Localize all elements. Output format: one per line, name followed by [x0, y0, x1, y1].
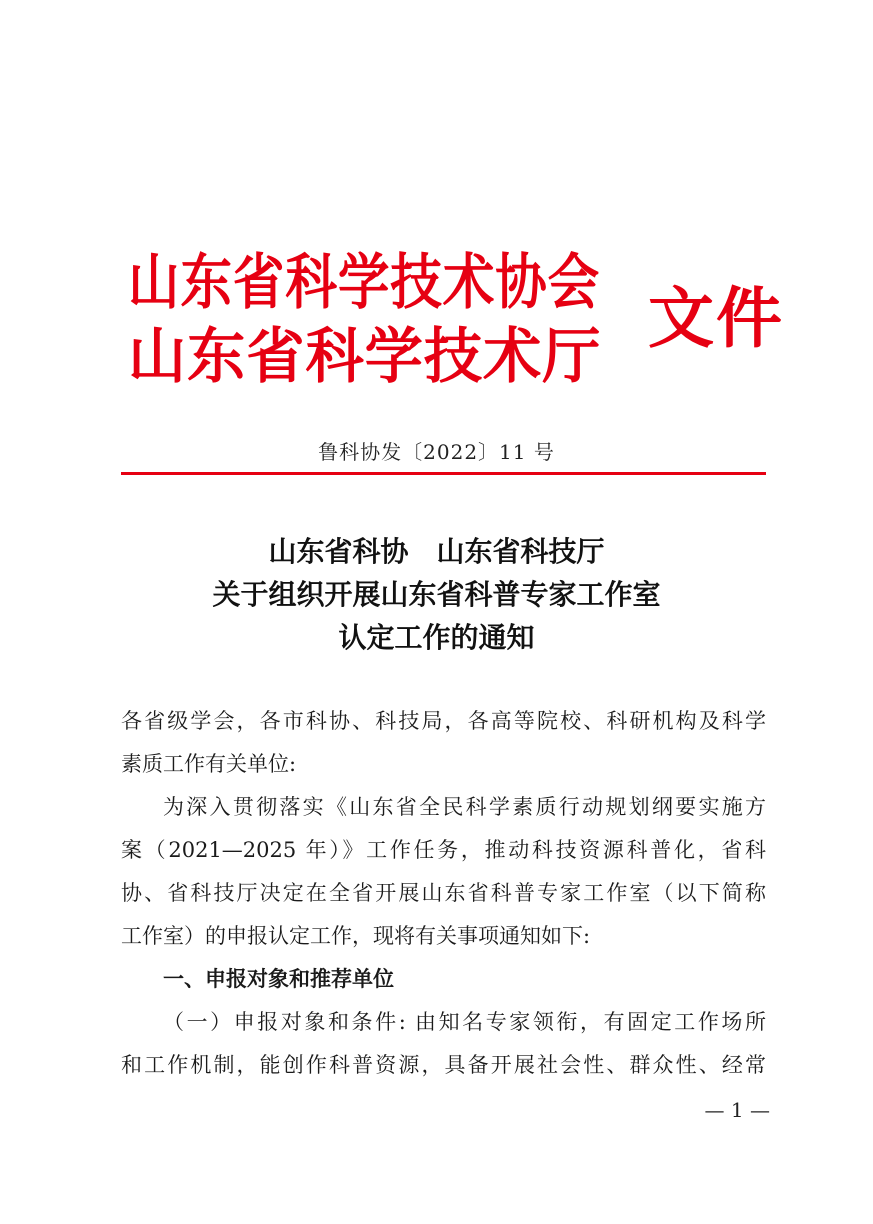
title-line-1: 山东省科协 山东省科技厅 [268, 535, 605, 568]
notice-title [0, 530, 873, 659]
title-line-3: 认定工作的通知 [338, 621, 535, 654]
red-separator-line [121, 472, 766, 475]
paragraph-2-line-1: （一）申报对象和条件: 由知名专家领衔，有固定工作场所 [163, 1010, 766, 1034]
document-number: 鲁科协发〔2022〕11 号 [318, 440, 555, 464]
document-label: 文件 [648, 279, 784, 357]
section-heading-1: 一、申报对象和推荐单位 [163, 967, 394, 991]
addressee-line-1: 各省级学会，各市科协、科技局，各高等院校、科研机构及科学 [121, 709, 766, 733]
paragraph-1-line-1: 为深入贯彻落实《山东省全民科学素质行动规划纲要实施方 [163, 795, 766, 819]
paragraph-1-line-3: 协、省科技厅决定在全省开展山东省科普专家工作室（以下简称 [121, 881, 766, 905]
page-number: — 1 — [704, 1098, 770, 1122]
addressee-line-2: 素质工作有关单位: [121, 752, 297, 776]
title-line-2: 关于组织开展山东省科普专家工作室 [212, 578, 661, 611]
paragraph-2-line-2: 和工作机制，能创作科普资源，具备开展社会性、群众性、经常 [121, 1053, 766, 1077]
document-header [128, 236, 784, 396]
paragraph-1-line-2: 案（2021—2025 年）》工作任务，推动科技资源科普化，省科 [121, 838, 766, 862]
paragraph-1-line-4: 工作室）的申报认定工作，现将有关事项通知如下: [121, 924, 591, 948]
issuing-org-2: 山东省科学技术厅 [128, 322, 602, 392]
notice-body [121, 700, 766, 1087]
issuing-org-1: 山东省科学技术协会 [128, 248, 601, 318]
